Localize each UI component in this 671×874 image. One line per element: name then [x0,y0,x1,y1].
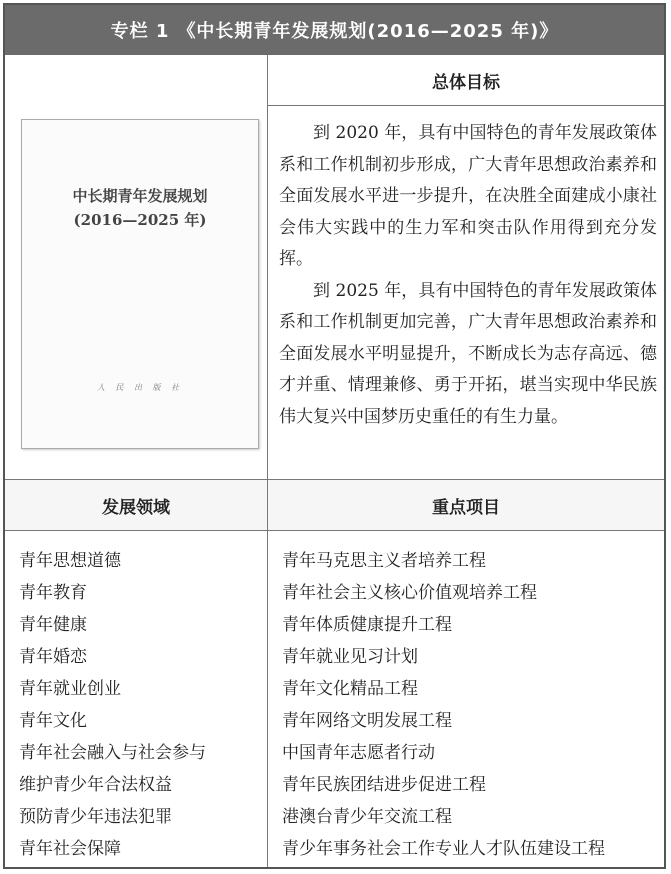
book-cover-image [21,119,259,449]
list-item: 青年思想道德 [19,551,121,571]
goal-text [279,118,657,433]
column-divider [267,55,268,867]
areas-header: 发展领域 [5,480,267,530]
projects-header: 重点项目 [268,480,664,530]
list-item: 青年婚恋 [19,647,87,667]
list-item: 维护青少年合法权益 [19,775,172,795]
box-label: 专栏 1 [110,21,170,42]
column-box [3,3,666,869]
list-item: 青年社会融入与社会参与 [19,743,206,763]
list-item: 青年网络文明发展工程 [282,711,452,731]
list-item: 青年社会保障 [19,839,121,859]
list-item: 青年健康 [19,615,87,635]
key-projects-list [282,545,662,865]
goal-paragraph-2025: 到 2025 年，具有中国特色的青年发展政策体系和工作机制更加完善，广大青年思想政治素养和全面发展水平明显提升，不断成长为志存高远、德才并重、情理兼修、勇于开拓，堪当实现中华民族伟大复兴中国梦历史重任的有生力量。 [279,280,657,427]
list-item: 青年就业创业 [19,679,121,699]
list-item: 青年文化 [19,711,87,731]
development-areas-list [19,545,264,865]
goal-paragraph-2020: 到 2020 年，具有中国特色的青年发展政策体系和工作机制初步形成，广大青年思想政治素养和全面发展水平进一步提升，在决胜全面建成小康社会伟大实践中的生力军和突击队作用得到充分发挥。 [279,123,657,269]
list-item: 青年文化精品工程 [282,679,418,699]
goal-header: 总体目标 [432,73,500,93]
box-title-bar [5,5,664,55]
list-item: 青年社会主义核心价值观培养工程 [282,583,537,603]
box-title: 《中长期青年发展规划(2016—2025 年)》 [177,21,559,42]
cover-publisher: 人 民 出 版 社 [96,383,184,392]
list-item: 青少年事务社会工作专业人才队伍建设工程 [282,839,605,859]
list-item: 青年马克思主义者培养工程 [282,551,486,571]
cover-title: 中长期青年发展规划 (2016—2025 年) [72,187,208,229]
goal-header-divider [268,105,664,106]
list-item: 港澳台青少年交流工程 [282,807,452,827]
list-item: 青年教育 [19,583,87,603]
list-item: 青年就业见习计划 [282,647,418,667]
list-item: 中国青年志愿者行动 [282,743,435,763]
list-item: 青年体质健康提升工程 [282,615,452,635]
list-item: 预防青少年违法犯罪 [19,807,172,827]
list-item: 青年民族团结进步促进工程 [282,775,486,795]
table-header-divider [5,530,664,531]
